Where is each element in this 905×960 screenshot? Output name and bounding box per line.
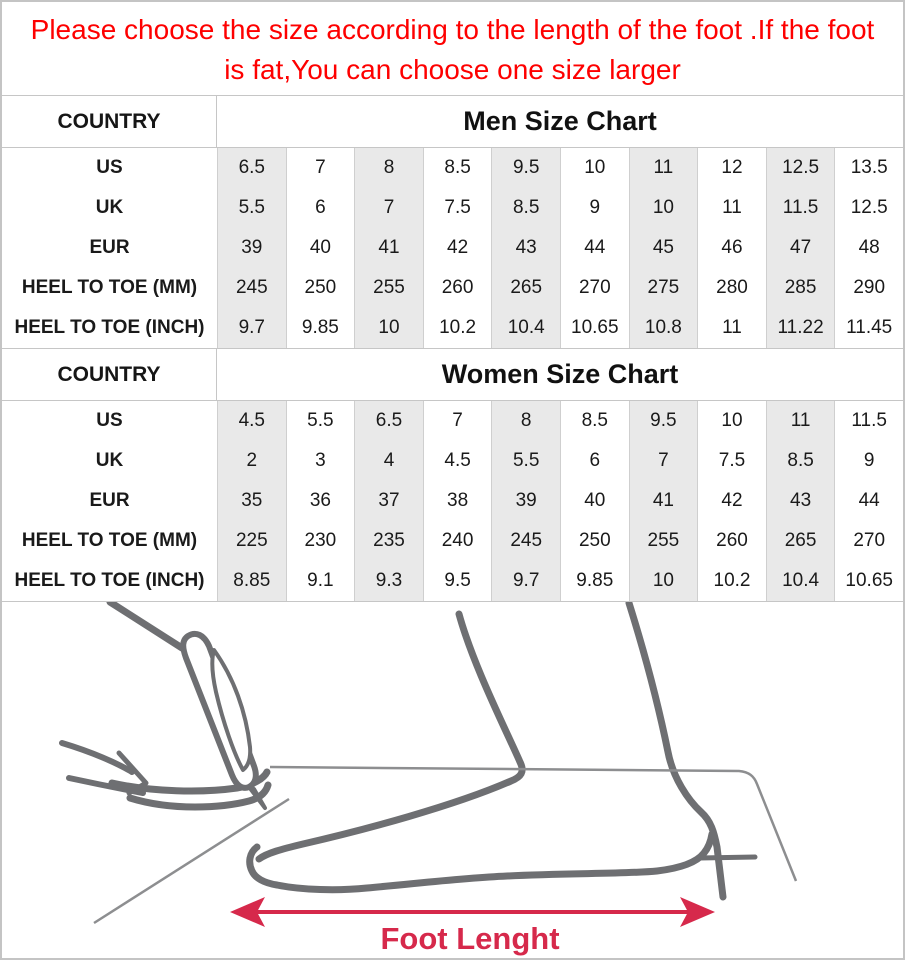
size-cell: 8.5 [491, 188, 560, 228]
size-cell: 43 [491, 228, 560, 268]
size-cell: 10 [560, 148, 629, 188]
arm-line [110, 602, 182, 648]
women-size-table [2, 349, 903, 602]
size-cell: 6.5 [354, 401, 423, 441]
size-cell: 8.5 [423, 148, 492, 188]
size-cell: 11.5 [834, 401, 903, 441]
size-cell: 9.3 [354, 561, 423, 601]
size-cell: 6 [286, 188, 355, 228]
banner-line-2: is fat,You can choose one size larger [224, 54, 681, 85]
size-cell: 40 [286, 228, 355, 268]
size-cell: 4.5 [217, 401, 286, 441]
row-label: EUR [89, 237, 130, 258]
size-cell: 9.5 [491, 148, 560, 188]
size-cell: 245 [217, 268, 286, 308]
size-cell: 255 [629, 521, 698, 561]
size-cell: 265 [766, 521, 835, 561]
size-cell: 240 [423, 521, 492, 561]
size-cell: 39 [491, 481, 560, 521]
size-cell: 7 [423, 401, 492, 441]
size-cell: 46 [697, 228, 766, 268]
women-table-header [2, 349, 903, 401]
size-cell: 7.5 [697, 441, 766, 481]
size-cell: 6.5 [217, 148, 286, 188]
table-row [2, 481, 903, 521]
size-advice-banner [2, 2, 903, 96]
size-cell: 44 [560, 228, 629, 268]
size-cell: 5.5 [286, 401, 355, 441]
size-cell: 9.85 [560, 561, 629, 601]
size-cell: 41 [629, 481, 698, 521]
size-cell: 10.65 [560, 308, 629, 348]
size-cell: 10 [697, 401, 766, 441]
size-cell: 8.5 [560, 401, 629, 441]
size-cell: 4 [354, 441, 423, 481]
size-cell: 38 [423, 481, 492, 521]
size-cell: 9 [834, 441, 903, 481]
size-cell: 6 [560, 441, 629, 481]
table-row [2, 561, 903, 601]
table-row [2, 188, 903, 228]
size-cell: 270 [834, 521, 903, 561]
size-cell: 10 [629, 561, 698, 601]
size-cell: 260 [697, 521, 766, 561]
row-label: US [96, 410, 123, 431]
men-table-body [2, 148, 903, 348]
size-cell: 7 [629, 441, 698, 481]
size-cell: 250 [560, 521, 629, 561]
table-row [2, 441, 903, 481]
size-cell: 4.5 [423, 441, 492, 481]
size-cell: 8 [491, 401, 560, 441]
foot-measure-figure [2, 602, 903, 959]
men-table-header [2, 96, 903, 148]
size-cell: 42 [697, 481, 766, 521]
size-cell: 12.5 [766, 148, 835, 188]
size-cell: 270 [560, 268, 629, 308]
size-cell: 10.65 [834, 561, 903, 601]
row-label: HEEL TO TOE (MM) [21, 277, 198, 298]
size-cell: 39 [217, 228, 286, 268]
men-size-table [2, 96, 903, 349]
size-cell: 36 [286, 481, 355, 521]
size-cell: 9.5 [629, 401, 698, 441]
table-row [2, 401, 903, 441]
size-cell: 245 [491, 521, 560, 561]
size-cell: 9.7 [217, 308, 286, 348]
size-cell: 3 [286, 441, 355, 481]
size-cell: 11.22 [766, 308, 835, 348]
shin-instep-line [259, 614, 522, 859]
men-size-chart-title: Men Size Chart [463, 106, 657, 136]
size-cell: 8.85 [217, 561, 286, 601]
size-cell: 10 [629, 188, 698, 228]
size-cell: 40 [560, 481, 629, 521]
size-cell: 285 [766, 268, 835, 308]
country-header-cell: COUNTRY [2, 96, 217, 147]
foot-length-label: Foot Lenght [380, 921, 560, 956]
size-cell: 10.4 [766, 561, 835, 601]
size-cell: 9.5 [423, 561, 492, 601]
row-label: UK [95, 450, 124, 471]
size-cell: 5.5 [217, 188, 286, 228]
size-cell: 8.5 [766, 441, 835, 481]
size-cell: 35 [217, 481, 286, 521]
size-cell: 7 [354, 188, 423, 228]
size-cell: 2 [217, 441, 286, 481]
size-cell: 11.5 [766, 188, 835, 228]
size-cell: 9.1 [286, 561, 355, 601]
size-cell: 44 [834, 481, 903, 521]
women-table-body [2, 401, 903, 601]
size-cell: 48 [834, 228, 903, 268]
foot-drawing [2, 602, 905, 959]
size-cell: 10.8 [629, 308, 698, 348]
size-cell: 7 [286, 148, 355, 188]
size-cell: 9.7 [491, 561, 560, 601]
banner-line-1: Please choose the size according to the length of the foot .If the foot [30, 14, 875, 45]
size-cell: 275 [629, 268, 698, 308]
row-label: HEEL TO TOE (INCH) [14, 317, 205, 338]
size-cell: 45 [629, 228, 698, 268]
size-cell: 12.5 [834, 188, 903, 228]
row-label: UK [95, 197, 124, 218]
row-label: HEEL TO TOE (INCH) [14, 570, 205, 591]
size-cell: 11 [766, 401, 835, 441]
size-cell: 11 [629, 148, 698, 188]
table-row [2, 148, 903, 188]
back-leg-heel-line [629, 603, 723, 897]
size-cell: 11 [697, 188, 766, 228]
size-cell: 5.5 [491, 441, 560, 481]
size-cell: 10 [354, 308, 423, 348]
table-row [2, 308, 903, 348]
size-cell: 37 [354, 481, 423, 521]
row-label: US [96, 157, 123, 178]
size-cell: 7.5 [423, 188, 492, 228]
row-label: HEEL TO TOE (MM) [21, 530, 198, 551]
size-cell: 43 [766, 481, 835, 521]
size-cell: 42 [423, 228, 492, 268]
size-cell: 8 [354, 148, 423, 188]
size-cell: 12 [697, 148, 766, 188]
table-row [2, 268, 903, 308]
row-label: EUR [89, 490, 130, 511]
size-cell: 11.45 [834, 308, 903, 348]
size-cell: 10.4 [491, 308, 560, 348]
size-cell: 9 [560, 188, 629, 228]
table-row [2, 228, 903, 268]
size-cell: 260 [423, 268, 492, 308]
size-cell: 10.2 [423, 308, 492, 348]
heel-tick [700, 857, 755, 858]
women-size-chart-title: Women Size Chart [441, 359, 679, 389]
size-cell: 47 [766, 228, 835, 268]
size-cell: 225 [217, 521, 286, 561]
size-cell: 41 [354, 228, 423, 268]
size-cell: 9.85 [286, 308, 355, 348]
country-header-cell: COUNTRY [2, 349, 217, 400]
size-cell: 13.5 [834, 148, 903, 188]
size-cell: 10.2 [697, 561, 766, 601]
size-cell: 280 [697, 268, 766, 308]
table-row [2, 521, 903, 561]
size-cell: 235 [354, 521, 423, 561]
size-cell: 265 [491, 268, 560, 308]
size-cell: 255 [354, 268, 423, 308]
size-cell: 230 [286, 521, 355, 561]
size-cell: 290 [834, 268, 903, 308]
size-cell: 250 [286, 268, 355, 308]
size-cell: 11 [697, 308, 766, 348]
